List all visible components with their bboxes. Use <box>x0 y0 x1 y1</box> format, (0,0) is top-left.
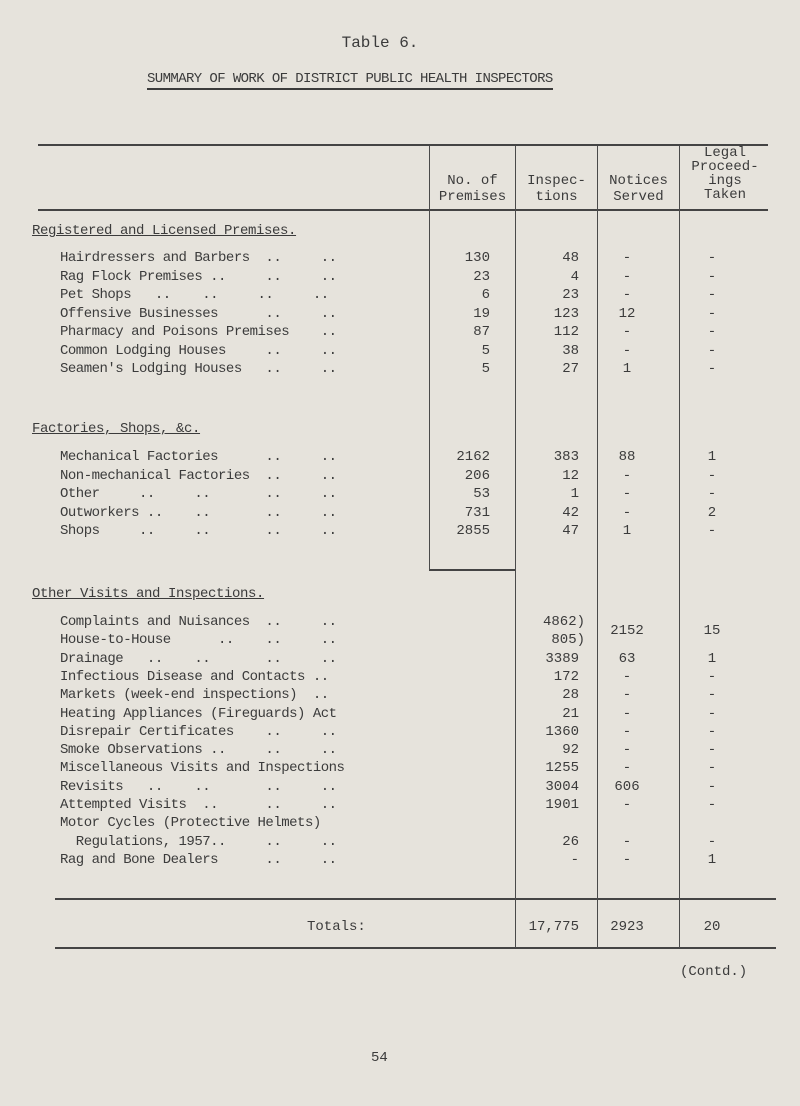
row-label: Non-mechanical Factories .. .. <box>60 467 337 484</box>
row-label: Smoke Observations .. .. .. <box>60 742 337 759</box>
header-premises: No. of Premises <box>438 173 507 205</box>
row-label: Markets (week-end inspections) .. <box>60 687 329 704</box>
cell-notices: 606 <box>614 778 640 795</box>
row-label: House-to-House .. .. .. <box>60 632 337 649</box>
cell-premises: 6 <box>481 287 490 303</box>
cell-legal: - <box>707 778 717 795</box>
cell-inspections: 3004 <box>545 778 579 795</box>
cell-inspections: 28 <box>562 687 579 704</box>
table-row <box>0 323 800 341</box>
cell-notices: - <box>622 797 632 813</box>
cell-notices: - <box>622 342 632 359</box>
cell-notices: - <box>622 687 632 704</box>
cell-notices: - <box>622 467 632 484</box>
cell-inspections: 92 <box>562 742 579 759</box>
cell-legal: - <box>707 668 717 685</box>
header-notices: Notices Served <box>609 173 668 205</box>
cell-inspections: 4862) <box>542 614 585 630</box>
page-number: 54 <box>371 1050 388 1066</box>
table-row <box>0 305 800 323</box>
row-label: Mechanical Factories .. .. <box>60 449 337 465</box>
cell-legal: - <box>707 723 717 740</box>
table-row <box>0 650 800 668</box>
totals-bottom-rule <box>55 947 776 949</box>
header-bottom-rule <box>38 209 768 211</box>
cell-legal: - <box>707 342 717 359</box>
top-rule <box>38 144 768 146</box>
table-row <box>0 522 800 540</box>
cell-legal: 1 <box>707 650 717 667</box>
table-row <box>0 833 800 851</box>
cell-notices: 1 <box>622 361 632 377</box>
cell-premises: 23 <box>473 268 490 285</box>
cell-legal: - <box>707 305 717 322</box>
section-heading-registered: Registered and Licensed Premises. <box>32 223 297 239</box>
cell-legal: - <box>707 742 717 759</box>
table-row <box>0 814 800 832</box>
cell-inspections: 3389 <box>545 650 579 667</box>
table-row <box>0 249 800 267</box>
cell-premises: 2162 <box>456 449 490 465</box>
cell-inspections: 12 <box>562 467 579 484</box>
cell-legal: 1 <box>707 449 717 465</box>
row-label: Motor Cycles (Protective Helmets) <box>60 815 321 832</box>
totals-row <box>0 918 800 936</box>
table-row <box>0 796 800 814</box>
cell-legal: - <box>707 705 717 722</box>
row-label: Complaints and Nuisances .. .. <box>60 614 337 630</box>
cell-inspections: 48 <box>562 250 579 266</box>
cell-notices: 1 <box>622 523 632 539</box>
premises-close-rule <box>429 569 515 571</box>
cell-notices: - <box>622 833 632 850</box>
table-row <box>0 741 800 759</box>
table-row <box>0 504 800 522</box>
cell-inspections: 112 <box>553 324 579 340</box>
row-label: Infectious Disease and Contacts .. <box>60 668 329 685</box>
table-row <box>0 686 800 704</box>
cell-premises: 130 <box>464 250 490 266</box>
continued-note: (Contd.) <box>680 964 748 980</box>
row-label: Hairdressers and Barbers .. .. <box>60 250 337 266</box>
table-row <box>0 360 800 378</box>
cell-legal: - <box>707 797 717 813</box>
row-label: Common Lodging Houses .. .. <box>60 342 337 359</box>
cell-premises: 87 <box>473 324 490 340</box>
cell-inspections: 1255 <box>545 760 579 777</box>
cell-inspections: 21 <box>562 705 579 722</box>
cell-premises: 53 <box>473 486 490 502</box>
cell-notices: - <box>622 268 632 285</box>
cell-inspections: 4 <box>570 268 579 285</box>
cell-inspections: 1901 <box>545 797 579 813</box>
cell-inspections: 1 <box>570 486 579 502</box>
section-heading-other-visits: Other Visits and Inspections. <box>32 586 265 602</box>
row-label: Rag Flock Premises .. .. .. <box>60 268 337 285</box>
cell-legal: 2 <box>707 504 717 521</box>
cell-legal: 1 <box>707 851 717 868</box>
table-row <box>0 778 800 796</box>
cell-legal: - <box>707 687 717 704</box>
row-label: Attempted Visits .. .. .. <box>60 797 337 813</box>
totals-label: Totals: <box>307 919 366 935</box>
table-row <box>0 851 800 869</box>
table-row <box>0 448 800 466</box>
cell-legal: - <box>707 467 717 484</box>
cell-inspections: 38 <box>562 342 579 359</box>
cell-notices: - <box>622 504 632 521</box>
cell-inspections: - <box>570 851 579 868</box>
totals-inspections: 17,775 <box>528 919 579 935</box>
cell-legal: - <box>707 760 717 777</box>
cell-notices: - <box>622 250 632 266</box>
row-label: Pharmacy and Poisons Premises .. <box>60 324 337 340</box>
cell-notices: 88 <box>618 449 636 465</box>
cell-notices: - <box>622 851 632 868</box>
cell-notices: 2152 <box>610 623 644 639</box>
cell-legal: - <box>707 486 717 502</box>
cell-premises: 206 <box>464 467 490 484</box>
cell-notices: - <box>622 287 632 303</box>
cell-notices: - <box>622 760 632 777</box>
row-label: Rag and Bone Dealers .. .. <box>60 851 337 868</box>
header-inspections: Inspec- tions <box>527 173 586 205</box>
cell-notices: - <box>622 723 632 740</box>
row-label: Shops .. .. .. .. <box>60 523 337 539</box>
cell-legal: - <box>707 833 717 850</box>
cell-notices: - <box>622 324 632 340</box>
cell-premises: 5 <box>481 342 490 359</box>
table-title: Table 6. <box>341 34 419 52</box>
table-row <box>0 613 800 639</box>
cell-notices: - <box>622 486 632 502</box>
row-label: Disrepair Certificates .. .. <box>60 723 337 740</box>
cell-inspections: 123 <box>553 305 579 322</box>
totals-legal: 20 <box>703 919 721 935</box>
cell-legal: 15 <box>703 623 721 639</box>
table-row <box>0 467 800 485</box>
row-label: Revisits .. .. .. .. <box>60 778 337 795</box>
cell-inspections: 172 <box>553 668 579 685</box>
table-subtitle: SUMMARY OF WORK OF DISTRICT PUBLIC HEALTH INSPECTORS <box>147 71 553 90</box>
header-legal: Legal Proceed- ings Taken <box>691 145 759 203</box>
table-row <box>0 723 800 741</box>
row-label: Heating Appliances (Fireguards) Act <box>60 705 337 722</box>
cell-inspections: 26 <box>562 833 579 850</box>
row-label: Other .. .. .. .. <box>60 486 337 502</box>
cell-inspections: 27 <box>562 361 579 377</box>
table-row <box>0 268 800 286</box>
cell-legal: - <box>707 250 717 266</box>
cell-inspections: 47 <box>562 523 579 539</box>
cell-legal: - <box>707 361 717 377</box>
cell-inspections: 23 <box>562 287 579 303</box>
table-row <box>0 485 800 503</box>
cell-notices: - <box>622 668 632 685</box>
row-label: Regulations, 1957.. .. .. <box>60 833 337 850</box>
cell-legal: - <box>707 268 717 285</box>
row-label: Outworkers .. .. .. .. <box>60 504 337 521</box>
cell-legal: - <box>707 287 717 303</box>
row-label: Drainage .. .. .. .. <box>60 650 337 667</box>
cell-legal: - <box>707 324 717 340</box>
row-label: Pet Shops .. .. .. .. <box>60 287 329 303</box>
row-label: Offensive Businesses .. .. <box>60 305 337 322</box>
cell-premises: 731 <box>464 504 490 521</box>
table-row <box>0 342 800 360</box>
table-row <box>0 286 800 304</box>
cell-inspections: 805) <box>551 632 585 649</box>
cell-notices: 12 <box>618 305 636 322</box>
cell-inspections: 42 <box>562 504 579 521</box>
table-row <box>0 668 800 686</box>
section-heading-factories: Factories, Shops, &c. <box>32 421 201 437</box>
table-row <box>0 631 800 649</box>
totals-top-rule <box>55 898 776 900</box>
row-label: Seamen's Lodging Houses .. .. <box>60 361 337 377</box>
totals-notices: 2923 <box>610 919 644 935</box>
cell-premises: 5 <box>481 361 490 377</box>
cell-notices: - <box>622 705 632 722</box>
cell-inspections: 383 <box>553 449 579 465</box>
row-label: Miscellaneous Visits and Inspections <box>60 760 345 777</box>
cell-notices: - <box>622 742 632 759</box>
cell-premises: 19 <box>473 305 490 322</box>
table-row <box>0 759 800 777</box>
cell-notices: 63 <box>618 650 636 667</box>
cell-premises: 2855 <box>456 523 490 539</box>
cell-legal: - <box>707 523 717 539</box>
cell-inspections: 1360 <box>545 723 579 740</box>
table-row <box>0 705 800 723</box>
